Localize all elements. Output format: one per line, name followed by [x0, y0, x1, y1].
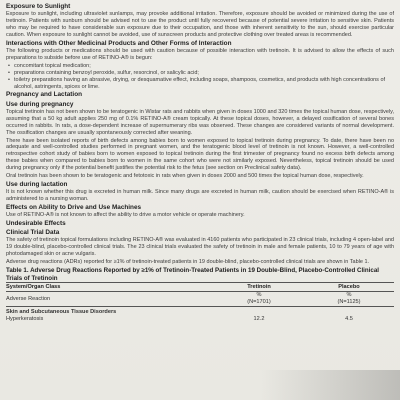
column-header-system-organ-class: System/Organ Class: [6, 283, 214, 292]
table-title: Table 1. Adverse Drug Reactions Reported by ≥1% of Tretinoin-Treated Patients in 19 Double-Blind, Placebo-Controlled Clinical Trials of Tretinoin: [6, 267, 379, 282]
paragraph: The safety of tretinoin topical formulations including RETINO-A® was evaluated in 4160 patients who participated in 23 clinical trials, including 4 open-label and 19 double-blind, placebo-controlled clinical trials. The 23 clinical trials evaluated the safety of tretinoin in male and female patients, 10 to 79 years of age with photodamaged skin or acne vulgaris.: [6, 237, 394, 258]
paragraph: It is not known whether this drug is excreted in human milk. Since many drugs are excreted in human milk, caution should be exercised when RETINO-A® is administered to a nursing woman.: [6, 189, 394, 203]
section-heading: Clinical Trial Data: [6, 229, 60, 237]
table-subheader-row: [6, 292, 394, 307]
section-heading: Exposure to Sunlight: [6, 3, 71, 10]
bullet-item: • toiletry preparations having an abrasive, drying, or desquamative effect, including soaps, shampoos, cosmetics, and products with high concentrations of alcohol, astringents, spices or lime.: [14, 77, 394, 91]
document-body: [6, 3, 394, 266]
row-tretinoin-value: 12.2: [253, 316, 265, 323]
section-heading: Undesirable Effects: [6, 220, 66, 228]
column-header-tretinoin: Tretinoin: [214, 283, 304, 292]
table-group-row: [6, 307, 394, 317]
group-label: Skin and Subcutaneous Tissue Disorders: [6, 309, 117, 316]
row-label: Hyperkeratosis: [6, 316, 44, 323]
bullet-item: • concomitant topical medication;: [14, 63, 394, 70]
paragraph: Exposure to sunlight, including ultraviolet sunlamps, may provoke additional irritation. Therefore, exposure should be avoided or minimized during the use of tretinoin. Patients with sunburn should be advised not to use the product until fully recovered because of potential severe irritation to sensitive skin. Patients who may be required to have considerable sun exposure due to their occupation, and those with inherent sensitivity to the sun, should exercise particular caution. When exposure to sunlight cannot be avoided, use of sunscreen products and protective clothing over treated areas is recommended.: [6, 11, 394, 38]
paragraph: Oral tretinoin has been shown to be teratogenic and fetotoxic in rats when given in doses 2000 and 500 times the topical human dose, respectively.: [6, 173, 364, 180]
section-heading: Pregnancy and Lactation: [6, 91, 82, 99]
section-heading: Interactions with Other Medicinal Products and Other Forms of Interaction: [6, 39, 232, 47]
subheader-adverse-reaction: Adverse Reaction: [6, 292, 214, 307]
bullet-item: • preparations containing benzoyl peroxide, sulfur, resorcinol, or salicylic acid;: [14, 70, 394, 77]
paragraph: Adverse drug reactions (ADRs) reported for ≥1% of tretinoin-treated patients in 19 double-blind, placebo-controlled clinical trials are shown in Table 1.: [6, 259, 370, 266]
subheader-placebo-n: % (N=1125): [304, 292, 394, 307]
paragraph: The following products or medications should be used with caution because of possible interaction with tretinoin. It is advised to allow the effects of such preparations to subside before use of RETINO-A® is begun:: [6, 48, 394, 61]
table-row: [6, 316, 394, 323]
section-heading: Use during pregnancy: [6, 100, 74, 108]
paragraph: Use of RETINO-A® is not known to affect the ability to drive a motor vehicle or operate machinery.: [6, 212, 245, 219]
bullet-list: [6, 63, 394, 91]
column-header-placebo: Placebo: [304, 283, 394, 292]
subheader-tretinoin-n: % (N=1701): [214, 292, 304, 307]
paragraph: There have been isolated reports of birth defects among babies born to women exposed to topical tretinoin during pregnancy. To date, there have been no adequate and well-controlled studies performed in pregnant women, and the teratogenic blood level of tretinoin is not known. However, a well-controlled retrospective cohort study of babies born to women exposed to topical tretinoin during the first trimester of pregnancy found no excess birth defects among these babies when compared to babies born to women in the same cohort who were not similarly exposed. Nevertheless, topical tretinoin should be used during pregnancy only if the potential benefit justifies the potential risk to the fetus (see section on Preclinical safety data).: [6, 137, 394, 172]
paragraph: Topical tretinoin has not been shown to be teratogenic in Wistar rats and rabbits when given in doses 1000 and 320 times the topical human dose, respectively, assuming that a 50 kg adult applies 250 mg of 0.1% RETINO-A® cream topically. At these topical doses, however, a delayed ossification of several bones occurred in rabbits. In rats, a dose-dependent increase of supernumerary ribs was observed. These changes are considered variants of normal development. The ossification changes are usually spontaneously corrected after weaning.: [6, 108, 394, 136]
row-placebo-value: 4.5: [345, 316, 353, 323]
adverse-reactions-table: [6, 282, 394, 323]
table-header-row: [6, 283, 394, 292]
section-heading: Use during lactation: [6, 180, 68, 188]
section-heading: Effects on Ability to Drive and Use Machines: [6, 203, 142, 211]
page-shadow: [260, 370, 400, 400]
